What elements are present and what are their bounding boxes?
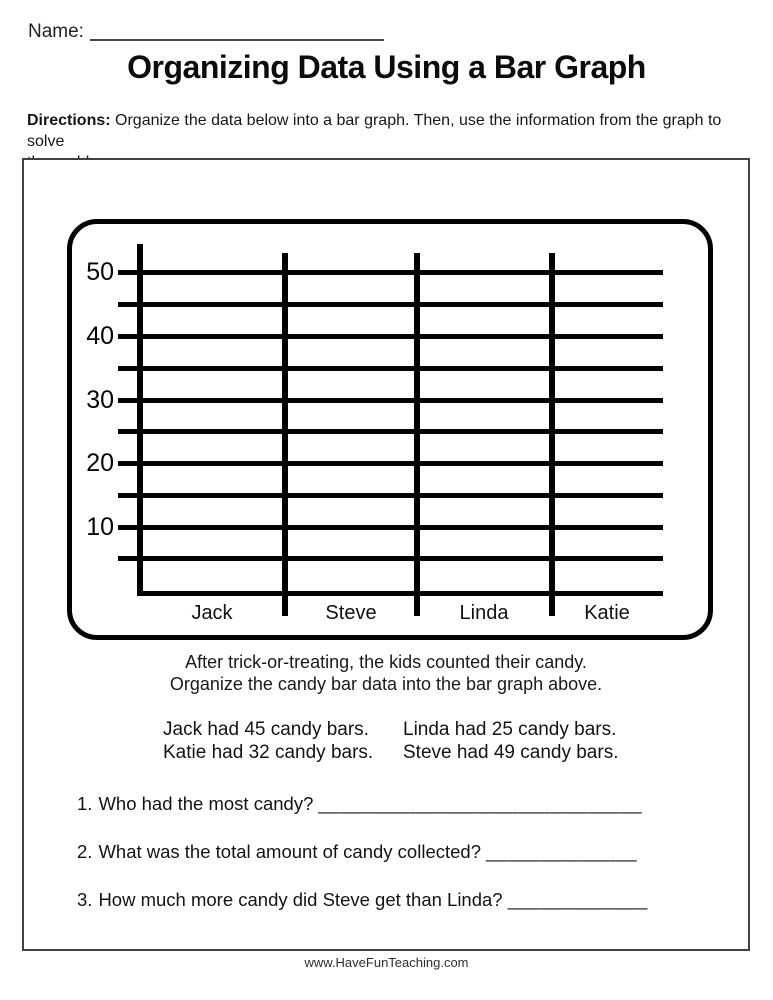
gridline-15	[118, 493, 663, 498]
category-label-katie: Katie	[584, 602, 630, 624]
name-fill-in-line[interactable]	[90, 39, 384, 41]
fact-katie: Katie had 32 candy bars.	[163, 742, 374, 763]
candy-data-list	[163, 718, 618, 764]
gridline-45	[118, 302, 663, 307]
gridline-35	[118, 366, 663, 371]
question-3-answer-blank[interactable]: _____________	[507, 889, 648, 910]
question-1	[77, 793, 642, 815]
category-label-steve: Steve	[325, 602, 377, 624]
y-tick-label-20: 20	[86, 449, 114, 477]
name-label: Name:	[28, 21, 84, 42]
category-label-linda: Linda	[459, 602, 509, 624]
y-tick-label-30: 30	[86, 386, 114, 414]
y-tick-label-40: 40	[86, 322, 114, 350]
column-divider-1	[282, 253, 288, 616]
directions-text-line1: Organize the data below into a bar graph. Then, use the information from the graph to solve	[27, 112, 722, 151]
fact-steve: Steve had 49 candy bars.	[403, 742, 619, 763]
question-2-answer-blank[interactable]: ______________	[486, 841, 638, 862]
directions-label: Directions:	[27, 112, 111, 129]
question-2	[77, 841, 637, 863]
x-axis-line	[137, 591, 663, 596]
gridline-20	[118, 461, 663, 466]
y-tick-label-50: 50	[86, 258, 114, 286]
question-3-number: 3.	[77, 889, 93, 910]
gridline-40	[118, 334, 663, 339]
question-1-number: 1.	[77, 793, 93, 814]
y-tick-label-10: 10	[86, 513, 114, 541]
gridline-50	[118, 270, 663, 275]
gridline-25	[118, 429, 663, 434]
gridline-30	[118, 398, 663, 403]
story-text	[22, 652, 750, 695]
footer-url: www.HaveFunTeaching.com	[304, 955, 469, 970]
question-1-answer-blank[interactable]: ______________________________	[318, 793, 643, 814]
fact-jack: Jack had 45 candy bars.	[163, 719, 369, 740]
question-1-text: Who had the most candy?	[98, 793, 314, 814]
question-3	[77, 889, 648, 911]
column-divider-3	[549, 253, 555, 616]
story-line-2: Organize the candy bar data into the bar graph above.	[169, 673, 603, 694]
question-2-number: 2.	[77, 841, 93, 862]
story-line-1: After trick-or-treating, the kids counted their candy.	[185, 652, 587, 672]
category-label-jack: Jack	[191, 602, 233, 624]
y-axis-line	[137, 244, 143, 594]
column-divider-2	[414, 253, 420, 616]
page-title: Organizing Data Using a Bar Graph	[127, 49, 646, 85]
question-2-text: What was the total amount of candy collected?	[98, 841, 481, 862]
gridline-10	[118, 525, 663, 530]
question-3-text: How much more candy did Steve get than Linda?	[98, 889, 503, 910]
gridline-5	[118, 556, 663, 561]
fact-linda: Linda had 25 candy bars.	[403, 719, 617, 740]
